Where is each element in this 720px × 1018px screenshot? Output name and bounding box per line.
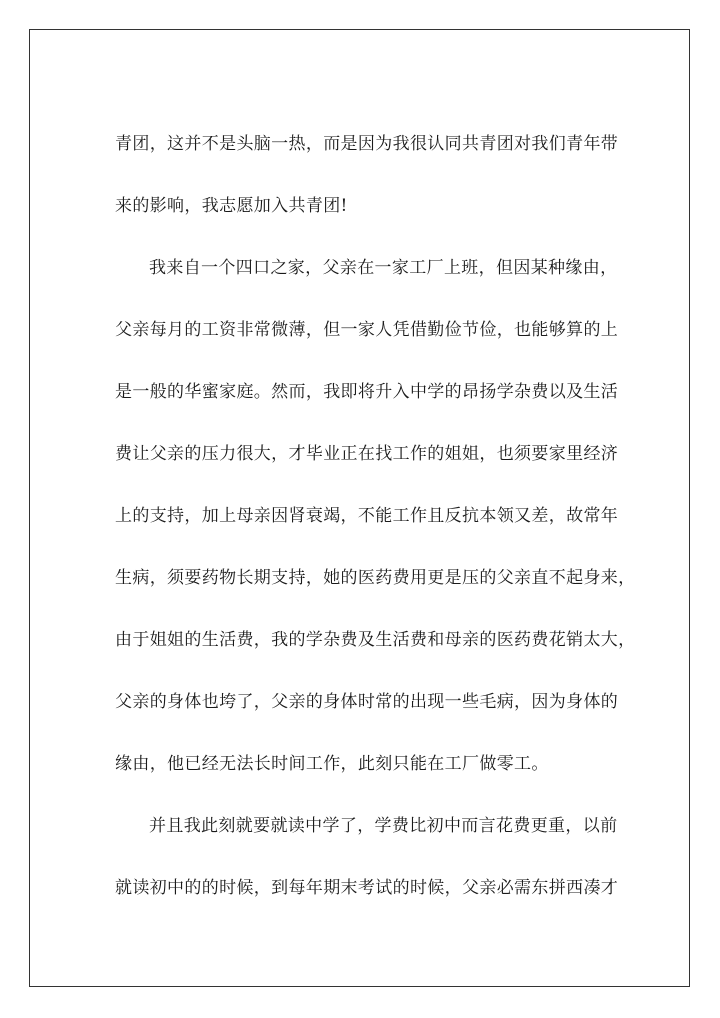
- text-line: 就读初中的的时候，到每年期末考试的时候，父亲必需东拼西凑才: [115, 878, 619, 898]
- text-line: 上的支持，加上母亲因肾衰竭，不能工作且反抗本领又差，故常年: [115, 506, 619, 526]
- text-line: 青团，这并不是头脑一热，而是因为我很认同共青团对我们青年带: [115, 134, 619, 154]
- text-line: 生病，须要药物长期支持，她的医药费用更是压的父亲直不起身来，: [115, 568, 636, 588]
- text-line: 缘由，他已经无法长时间工作，此刻只能在工厂做零工。: [115, 754, 549, 774]
- document-body: [115, 124, 635, 930]
- text-line: 来的影响，我志愿加入共青团!: [115, 196, 348, 216]
- text-line: 父亲每月的工资非常微薄，但一家人凭借勤俭节俭，也能够算的上: [115, 320, 619, 340]
- text-line: 费让父亲的压力很大，才毕业正在找工作的姐姐，也须要家里经济: [115, 444, 619, 464]
- paragraph-start-line: 我来自一个四口之家，父亲在一家工厂上班，但因某种缘由，: [149, 258, 618, 278]
- paragraph-start-line: 并且我此刻就要就读中学了，学费比初中而言花费更重，以前: [149, 816, 618, 836]
- text-line: 父亲的身体也垮了，父亲的身体时常的出现一些毛病，因为身体的: [115, 692, 619, 712]
- text-line: 由于姐姐的生活费，我的学杂费及生活费和母亲的医药费花销太大，: [115, 630, 636, 650]
- text-line: 是一般的华蜜家庭。然而，我即将升入中学的昂扬学杂费以及生活: [115, 382, 619, 402]
